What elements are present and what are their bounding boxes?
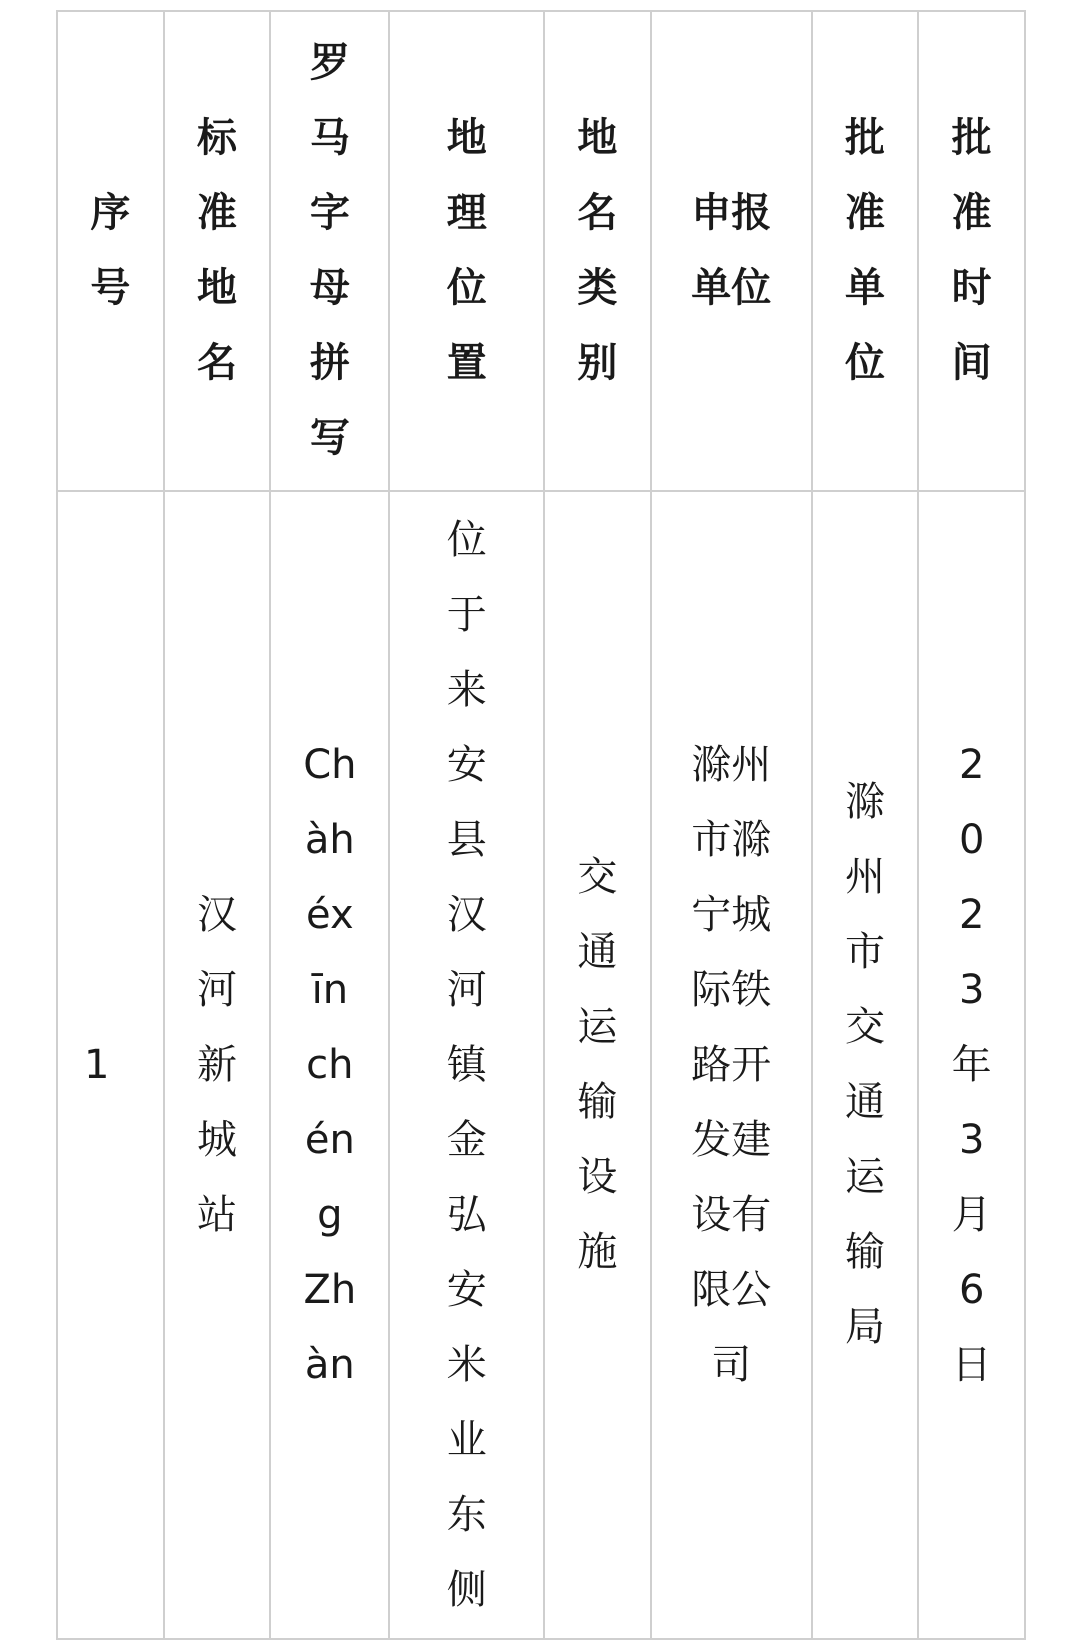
row-std-name: 汉河新城站: [196, 891, 237, 1238]
row-approver: 滁州市交通运输局: [845, 779, 886, 1350]
row-applicant: 滁州市滁宁城际铁路开发建设有限公司: [691, 741, 772, 1388]
header-std-name-label: 标准地名: [196, 115, 237, 386]
header-std-name: [164, 11, 271, 491]
header-location: [389, 11, 544, 491]
header-category-label: 地名类别: [577, 115, 618, 386]
row-category: 交通运输设施: [577, 854, 618, 1275]
header-applicant: [651, 11, 812, 491]
header-approve-time: [918, 11, 1025, 491]
header-row: [57, 11, 1025, 491]
cell-applicant: [651, 491, 812, 1639]
place-name-table: [56, 10, 1026, 1640]
cell-location: [389, 491, 544, 1639]
row-location: 位于来安县汉河镇金弘安米业东侧: [446, 516, 487, 1613]
header-roman-label: 罗马字母拼写: [309, 40, 350, 461]
cell-seq: [57, 491, 164, 1639]
table-row: [57, 491, 1025, 1639]
cell-roman: [270, 491, 389, 1639]
cell-approve-time: [918, 491, 1025, 1639]
row-roman: Chàhéxīnchéng Zhàn: [303, 741, 357, 1388]
header-approve-time-label: 批准时间: [951, 115, 992, 386]
cell-approver: [812, 491, 919, 1639]
header-seq: [57, 11, 164, 491]
header-approver: [812, 11, 919, 491]
header-approver-label: 批准单位: [845, 115, 886, 386]
header-seq-label: 序号: [90, 190, 131, 311]
row-seq: 1: [84, 1042, 110, 1088]
cell-category: [544, 491, 651, 1639]
header-roman: [270, 11, 389, 491]
header-applicant-label: 申报单位: [691, 190, 772, 311]
header-category: [544, 11, 651, 491]
row-approve-time: 2023年3月6日: [951, 741, 992, 1388]
header-location-label: 地理位置: [446, 115, 487, 386]
cell-std-name: [164, 491, 271, 1639]
